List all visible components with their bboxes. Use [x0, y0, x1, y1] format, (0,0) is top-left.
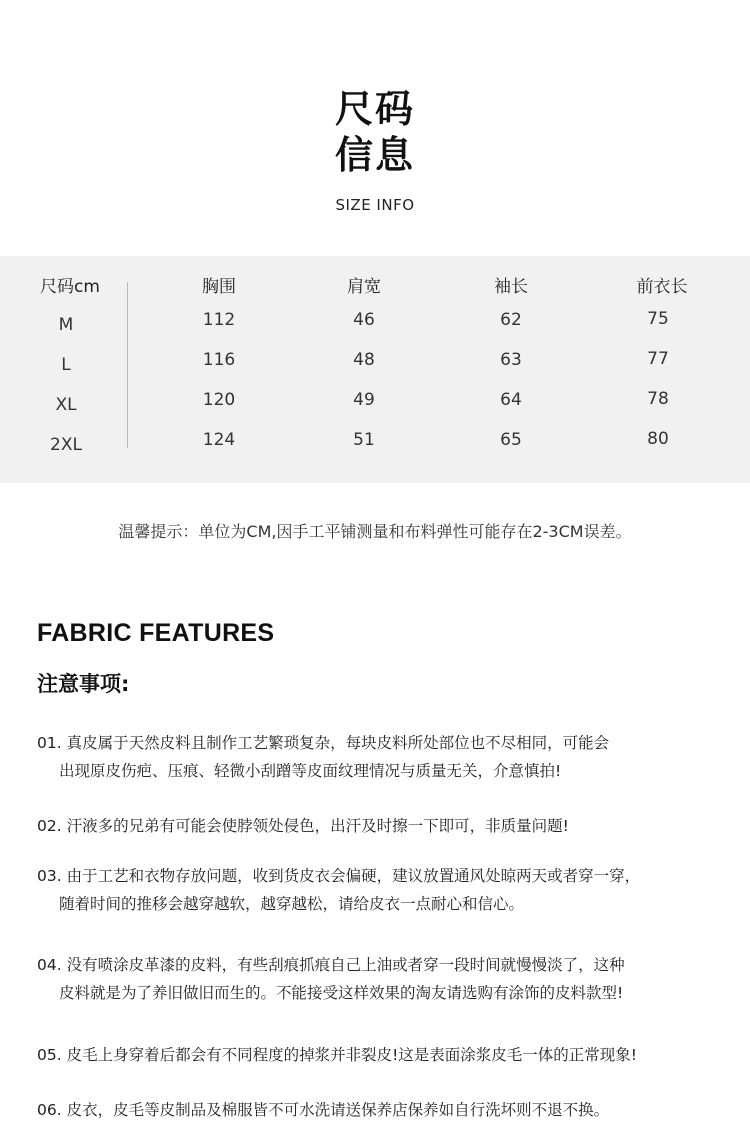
table-cell-size: M [58, 315, 74, 335]
table-cell-size: L [61, 355, 71, 375]
table-cell-sleeve: 65 [500, 430, 522, 450]
table-cell-size: XL [55, 395, 77, 415]
table-cell-front-length: 77 [647, 349, 669, 369]
table-cell-front-length: 75 [647, 309, 669, 329]
table-cell-shoulder: 51 [353, 430, 375, 450]
page-title [0, 86, 750, 178]
table-cell-shoulder: 46 [353, 310, 375, 330]
table-header-sleeve: 袖长 [494, 277, 528, 297]
note-line: 04. 没有喷涂皮革漆的皮料，有些刮痕抓痕自己上油或者穿一段时间就慢慢淡了，这种 [37, 956, 625, 974]
page-title-line-2: 信息 [334, 133, 415, 177]
note-line: 05. 皮毛上身穿着后都会有不同程度的掉浆并非裂皮!这是表面涂浆皮毛一体的正常现象! [37, 1046, 638, 1064]
page-title-line-1: 尺码 [334, 87, 415, 131]
note-item [37, 1096, 727, 1124]
note-line: 06. 皮衣，皮毛等皮制品及棉服皆不可水洗请送保养店保养如自行洗坏则不退不换。 [37, 1101, 610, 1119]
table-cell-chest: 116 [202, 350, 236, 370]
note-item [37, 862, 727, 918]
table-cell-sleeve: 62 [500, 310, 522, 330]
note-item [37, 812, 727, 840]
table-cell-shoulder: 49 [353, 390, 375, 410]
note-line: 01. 真皮属于天然皮料且制作工艺繁琐复杂，每块皮料所处部位也不尽相同，可能会 [37, 734, 610, 752]
table-cell-chest: 120 [202, 390, 236, 410]
table-cell-chest: 124 [202, 430, 236, 450]
note-item [37, 729, 727, 785]
fabric-features-heading: FABRIC FEATURES [37, 619, 275, 647]
note-line: 03. 由于工艺和衣物存放问题，收到货皮衣会偏硬，建议放置通风处晾两天或者穿一穿， [37, 867, 641, 885]
table-cell-sleeve: 63 [500, 350, 522, 370]
note-line: 随着时间的推移会越穿越软，越穿越松，请给皮衣一点耐心和信心。 [59, 895, 525, 913]
table-cell-sleeve: 64 [500, 390, 522, 410]
note-line: 出现原皮伤疤、压痕、轻微小刮蹭等皮面纹理情况与质量无关，介意慎拍! [59, 762, 562, 780]
table-cell-size: 2XL [50, 435, 82, 455]
size-table [0, 256, 750, 483]
table-cell-chest: 112 [202, 310, 236, 330]
note-line: 皮料就是为了养旧做旧而生的。不能接受这样效果的淘友请选购有涂饰的皮料款型! [59, 984, 624, 1002]
table-header-chest: 胸围 [202, 277, 236, 297]
measurement-tip: 温馨提示：单位为CM,因手工平铺测量和布料弹性可能存在2-3CM误差。 [118, 522, 632, 541]
table-cell-front-length: 78 [647, 389, 669, 409]
table-header-shoulder: 肩宽 [347, 277, 381, 297]
note-item [37, 951, 727, 1007]
table-cell-shoulder: 48 [353, 350, 375, 370]
table-cell-front-length: 80 [647, 429, 669, 449]
page-subtitle: SIZE INFO [335, 196, 415, 214]
table-divider [127, 282, 128, 448]
notes-heading: 注意事项: [37, 672, 130, 696]
note-item [37, 1041, 727, 1069]
note-line: 02. 汗液多的兄弟有可能会使脖领处侵色，出汗及时擦一下即可，非质量问题! [37, 817, 569, 835]
table-header-size: 尺码cm [40, 277, 100, 297]
table-header-front-length: 前衣长 [636, 277, 688, 297]
